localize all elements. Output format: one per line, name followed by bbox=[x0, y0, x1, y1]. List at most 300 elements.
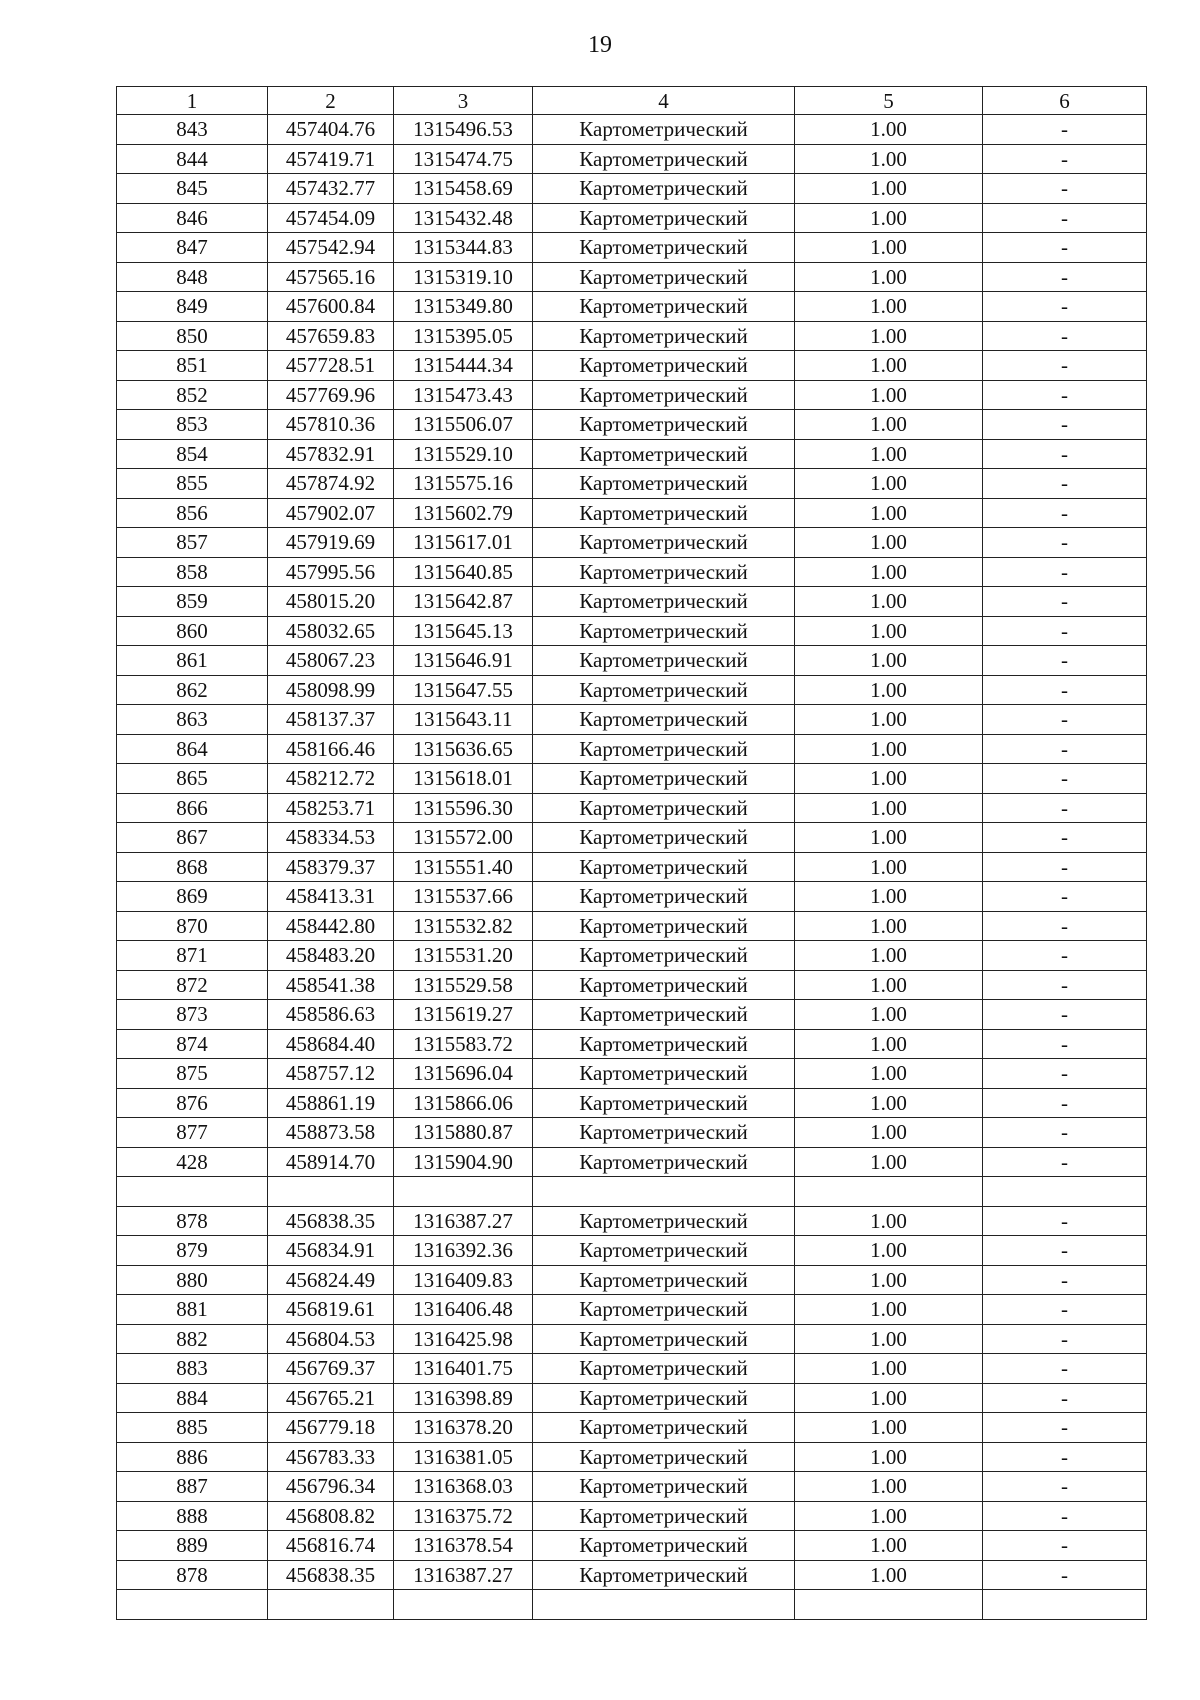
cell-accuracy: 1.00 bbox=[795, 233, 983, 263]
cell-coordinate-y bbox=[394, 1177, 533, 1207]
cell-coordinate-y: 1316387.27 bbox=[394, 1206, 533, 1236]
cell-coordinate-x: 456769.37 bbox=[268, 1354, 394, 1384]
cell-coordinate-x: 457565.16 bbox=[268, 262, 394, 292]
cell-point-number: 876 bbox=[117, 1088, 268, 1118]
table-row bbox=[117, 911, 1147, 941]
cell-description: - bbox=[983, 1501, 1147, 1531]
table-row bbox=[117, 115, 1147, 145]
table-row bbox=[117, 321, 1147, 351]
cell-coordinate-x: 457810.36 bbox=[268, 410, 394, 440]
cell-point-number: 875 bbox=[117, 1059, 268, 1089]
cell-point-number: 871 bbox=[117, 941, 268, 971]
cell-point-number: 867 bbox=[117, 823, 268, 853]
cell-method: Картометрический bbox=[533, 1265, 795, 1295]
cell-method: Картометрический bbox=[533, 174, 795, 204]
cell-method: Картометрический bbox=[533, 233, 795, 263]
table-row bbox=[117, 764, 1147, 794]
cell-coordinate-x: 457874.92 bbox=[268, 469, 394, 499]
cell-accuracy: 1.00 bbox=[795, 1560, 983, 1590]
cell-method: Картометрический bbox=[533, 1236, 795, 1266]
cell-accuracy: 1.00 bbox=[795, 115, 983, 145]
cell-accuracy: 1.00 bbox=[795, 1472, 983, 1502]
table-row bbox=[117, 174, 1147, 204]
cell-method: Картометрический bbox=[533, 734, 795, 764]
cell-coordinate-y: 1315529.10 bbox=[394, 439, 533, 469]
cell-point-number: 888 bbox=[117, 1501, 268, 1531]
cell-point-number: 848 bbox=[117, 262, 268, 292]
table-row bbox=[117, 1472, 1147, 1502]
cell-accuracy: 1.00 bbox=[795, 882, 983, 912]
cell-coordinate-x: 457832.91 bbox=[268, 439, 394, 469]
cell-accuracy: 1.00 bbox=[795, 498, 983, 528]
cell-coordinate-y bbox=[394, 1590, 533, 1620]
cell-description: - bbox=[983, 1413, 1147, 1443]
cell-coordinate-y: 1315643.11 bbox=[394, 705, 533, 735]
cell-description: - bbox=[983, 882, 1147, 912]
cell-point-number: 850 bbox=[117, 321, 268, 351]
cell-description: - bbox=[983, 1354, 1147, 1384]
cell-description: - bbox=[983, 734, 1147, 764]
cell-method: Картометрический bbox=[533, 528, 795, 558]
cell-accuracy: 1.00 bbox=[795, 616, 983, 646]
header-cell-1: 1 bbox=[117, 87, 268, 115]
cell-coordinate-x: 457769.96 bbox=[268, 380, 394, 410]
cell-point-number: 866 bbox=[117, 793, 268, 823]
cell-coordinate-x: 458483.20 bbox=[268, 941, 394, 971]
cell-method: Картометрический bbox=[533, 262, 795, 292]
cell-accuracy: 1.00 bbox=[795, 1383, 983, 1413]
header-row bbox=[117, 87, 1147, 115]
cell-description bbox=[983, 1177, 1147, 1207]
table-row bbox=[117, 1206, 1147, 1236]
cell-coordinate-y: 1315572.00 bbox=[394, 823, 533, 853]
cell-coordinate-y: 1316398.89 bbox=[394, 1383, 533, 1413]
cell-description: - bbox=[983, 439, 1147, 469]
header-cell-3: 3 bbox=[394, 87, 533, 115]
cell-method: Картометрический bbox=[533, 911, 795, 941]
cell-coordinate-x: 458586.63 bbox=[268, 1000, 394, 1030]
cell-coordinate-y: 1315395.05 bbox=[394, 321, 533, 351]
table-row bbox=[117, 1000, 1147, 1030]
cell-description: - bbox=[983, 1560, 1147, 1590]
cell-coordinate-x: 456838.35 bbox=[268, 1560, 394, 1590]
cell-accuracy bbox=[795, 1590, 983, 1620]
cell-method: Картометрический bbox=[533, 410, 795, 440]
table-row bbox=[117, 410, 1147, 440]
table-row bbox=[117, 705, 1147, 735]
cell-coordinate-y: 1316378.20 bbox=[394, 1413, 533, 1443]
cell-method: Картометрический bbox=[533, 380, 795, 410]
cell-coordinate-y: 1316401.75 bbox=[394, 1354, 533, 1384]
cell-coordinate-x: 457728.51 bbox=[268, 351, 394, 381]
cell-coordinate-x: 458334.53 bbox=[268, 823, 394, 853]
cell-coordinate-x: 456804.53 bbox=[268, 1324, 394, 1354]
cell-coordinate-y: 1316387.27 bbox=[394, 1560, 533, 1590]
cell-accuracy: 1.00 bbox=[795, 1265, 983, 1295]
cell-coordinate-x: 458914.70 bbox=[268, 1147, 394, 1177]
table-row bbox=[117, 203, 1147, 233]
cell-description: - bbox=[983, 587, 1147, 617]
cell-coordinate-x: 458015.20 bbox=[268, 587, 394, 617]
cell-coordinate-x: 456819.61 bbox=[268, 1295, 394, 1325]
cell-coordinate-y: 1315496.53 bbox=[394, 115, 533, 145]
table-row bbox=[117, 528, 1147, 558]
cell-coordinate-x: 457404.76 bbox=[268, 115, 394, 145]
cell-accuracy: 1.00 bbox=[795, 1147, 983, 1177]
cell-coordinate-x bbox=[268, 1177, 394, 1207]
cell-coordinate-y: 1316425.98 bbox=[394, 1324, 533, 1354]
cell-point-number: 872 bbox=[117, 970, 268, 1000]
cell-accuracy: 1.00 bbox=[795, 823, 983, 853]
cell-accuracy: 1.00 bbox=[795, 1442, 983, 1472]
cell-description bbox=[983, 1590, 1147, 1620]
cell-coordinate-x: 458379.37 bbox=[268, 852, 394, 882]
cell-accuracy: 1.00 bbox=[795, 1000, 983, 1030]
table-row bbox=[117, 351, 1147, 381]
cell-method: Картометрический bbox=[533, 321, 795, 351]
cell-description: - bbox=[983, 292, 1147, 322]
table-body bbox=[117, 115, 1147, 1620]
header-cell-4: 4 bbox=[533, 87, 795, 115]
cell-point-number: 853 bbox=[117, 410, 268, 440]
cell-method: Картометрический bbox=[533, 1118, 795, 1148]
cell-description: - bbox=[983, 557, 1147, 587]
cell-coordinate-x: 458166.46 bbox=[268, 734, 394, 764]
cell-description: - bbox=[983, 1383, 1147, 1413]
cell-coordinate-x: 457919.69 bbox=[268, 528, 394, 558]
cell-point-number: 859 bbox=[117, 587, 268, 617]
cell-accuracy: 1.00 bbox=[795, 1088, 983, 1118]
header-cell-6: 6 bbox=[983, 87, 1147, 115]
cell-description: - bbox=[983, 498, 1147, 528]
cell-description: - bbox=[983, 410, 1147, 440]
cell-accuracy: 1.00 bbox=[795, 1354, 983, 1384]
cell-method: Картометрический bbox=[533, 1147, 795, 1177]
table-row bbox=[117, 1118, 1147, 1148]
cell-method: Картометрический bbox=[533, 115, 795, 145]
cell-accuracy: 1.00 bbox=[795, 1206, 983, 1236]
cell-point-number: 885 bbox=[117, 1413, 268, 1443]
table-row bbox=[117, 380, 1147, 410]
cell-description: - bbox=[983, 823, 1147, 853]
cell-point-number: 865 bbox=[117, 764, 268, 794]
cell-description: - bbox=[983, 321, 1147, 351]
cell-accuracy: 1.00 bbox=[795, 203, 983, 233]
cell-point-number: 862 bbox=[117, 675, 268, 705]
cell-description: - bbox=[983, 675, 1147, 705]
cell-coordinate-x: 456783.33 bbox=[268, 1442, 394, 1472]
cell-coordinate-y: 1316368.03 bbox=[394, 1472, 533, 1502]
cell-description: - bbox=[983, 528, 1147, 558]
table-row bbox=[117, 557, 1147, 587]
cell-method bbox=[533, 1590, 795, 1620]
cell-point-number: 847 bbox=[117, 233, 268, 263]
table-row bbox=[117, 1177, 1147, 1207]
cell-method: Картометрический bbox=[533, 498, 795, 528]
cell-accuracy: 1.00 bbox=[795, 1531, 983, 1561]
cell-description: - bbox=[983, 1088, 1147, 1118]
table-row bbox=[117, 646, 1147, 676]
cell-description: - bbox=[983, 174, 1147, 204]
cell-accuracy: 1.00 bbox=[795, 587, 983, 617]
cell-accuracy: 1.00 bbox=[795, 174, 983, 204]
table-row bbox=[117, 1295, 1147, 1325]
table-row bbox=[117, 1442, 1147, 1472]
table-row bbox=[117, 882, 1147, 912]
cell-point-number: 428 bbox=[117, 1147, 268, 1177]
cell-description: - bbox=[983, 616, 1147, 646]
cell-description: - bbox=[983, 1059, 1147, 1089]
header-cell-5: 5 bbox=[795, 87, 983, 115]
cell-method: Картометрический bbox=[533, 1059, 795, 1089]
cell-point-number: 887 bbox=[117, 1472, 268, 1502]
cell-point-number: 860 bbox=[117, 616, 268, 646]
cell-method: Картометрический bbox=[533, 1442, 795, 1472]
cell-method: Картометрический bbox=[533, 764, 795, 794]
cell-description: - bbox=[983, 144, 1147, 174]
cell-coordinate-y: 1315319.10 bbox=[394, 262, 533, 292]
cell-coordinate-x: 457454.09 bbox=[268, 203, 394, 233]
cell-description: - bbox=[983, 1000, 1147, 1030]
cell-coordinate-y: 1316381.05 bbox=[394, 1442, 533, 1472]
cell-point-number: 868 bbox=[117, 852, 268, 882]
cell-coordinate-x: 458098.99 bbox=[268, 675, 394, 705]
cell-coordinate-y: 1315866.06 bbox=[394, 1088, 533, 1118]
cell-point-number: 844 bbox=[117, 144, 268, 174]
cell-method: Картометрический bbox=[533, 1472, 795, 1502]
cell-accuracy: 1.00 bbox=[795, 380, 983, 410]
cell-method: Картометрический bbox=[533, 1295, 795, 1325]
cell-description: - bbox=[983, 115, 1147, 145]
table-row bbox=[117, 852, 1147, 882]
cell-point-number: 849 bbox=[117, 292, 268, 322]
cell-description: - bbox=[983, 1029, 1147, 1059]
cell-coordinate-y: 1315636.65 bbox=[394, 734, 533, 764]
cell-accuracy: 1.00 bbox=[795, 1236, 983, 1266]
cell-point-number: 863 bbox=[117, 705, 268, 735]
cell-point-number: 852 bbox=[117, 380, 268, 410]
cell-method: Картометрический bbox=[533, 1413, 795, 1443]
cell-coordinate-x: 458253.71 bbox=[268, 793, 394, 823]
cell-accuracy: 1.00 bbox=[795, 557, 983, 587]
cell-coordinate-x: 457542.94 bbox=[268, 233, 394, 263]
cell-point-number: 874 bbox=[117, 1029, 268, 1059]
table-header bbox=[117, 87, 1147, 115]
cell-description: - bbox=[983, 646, 1147, 676]
table-row bbox=[117, 1059, 1147, 1089]
cell-point-number: 864 bbox=[117, 734, 268, 764]
cell-method: Картометрический bbox=[533, 646, 795, 676]
cell-coordinate-y: 1315506.07 bbox=[394, 410, 533, 440]
cell-method: Картометрический bbox=[533, 1560, 795, 1590]
cell-coordinate-y: 1316406.48 bbox=[394, 1295, 533, 1325]
cell-coordinate-x: 458873.58 bbox=[268, 1118, 394, 1148]
cell-coordinate-x: 456838.35 bbox=[268, 1206, 394, 1236]
cell-coordinate-y: 1316378.54 bbox=[394, 1531, 533, 1561]
cell-accuracy: 1.00 bbox=[795, 1059, 983, 1089]
cell-method: Картометрический bbox=[533, 1029, 795, 1059]
cell-method: Картометрический bbox=[533, 1501, 795, 1531]
cell-accuracy: 1.00 bbox=[795, 793, 983, 823]
cell-point-number: 845 bbox=[117, 174, 268, 204]
cell-coordinate-y: 1315617.01 bbox=[394, 528, 533, 558]
cell-description: - bbox=[983, 1295, 1147, 1325]
cell-method: Картометрический bbox=[533, 557, 795, 587]
cell-coordinate-x: 458541.38 bbox=[268, 970, 394, 1000]
cell-accuracy: 1.00 bbox=[795, 262, 983, 292]
table-row bbox=[117, 587, 1147, 617]
header-cell-2: 2 bbox=[268, 87, 394, 115]
cell-point-number: 869 bbox=[117, 882, 268, 912]
cell-accuracy: 1.00 bbox=[795, 528, 983, 558]
cell-description: - bbox=[983, 764, 1147, 794]
cell-point-number: 882 bbox=[117, 1324, 268, 1354]
cell-description: - bbox=[983, 1236, 1147, 1266]
cell-coordinate-y: 1315551.40 bbox=[394, 852, 533, 882]
cell-point-number: 843 bbox=[117, 115, 268, 145]
cell-coordinate-x: 457659.83 bbox=[268, 321, 394, 351]
table-row bbox=[117, 1088, 1147, 1118]
cell-point-number: 879 bbox=[117, 1236, 268, 1266]
table-row bbox=[117, 793, 1147, 823]
cell-coordinate-x: 458413.31 bbox=[268, 882, 394, 912]
cell-description: - bbox=[983, 705, 1147, 735]
cell-accuracy: 1.00 bbox=[795, 439, 983, 469]
cell-method: Картометрический bbox=[533, 203, 795, 233]
cell-accuracy: 1.00 bbox=[795, 675, 983, 705]
table-row bbox=[117, 734, 1147, 764]
cell-description: - bbox=[983, 793, 1147, 823]
cell-coordinate-y: 1315647.55 bbox=[394, 675, 533, 705]
cell-method: Картометрический bbox=[533, 941, 795, 971]
cell-coordinate-x: 458757.12 bbox=[268, 1059, 394, 1089]
cell-point-number bbox=[117, 1590, 268, 1620]
cell-method bbox=[533, 1177, 795, 1207]
cell-accuracy: 1.00 bbox=[795, 292, 983, 322]
cell-point-number: 881 bbox=[117, 1295, 268, 1325]
cell-accuracy: 1.00 bbox=[795, 911, 983, 941]
cell-coordinate-y: 1315575.16 bbox=[394, 469, 533, 499]
cell-coordinate-y: 1315640.85 bbox=[394, 557, 533, 587]
table-row bbox=[117, 1501, 1147, 1531]
cell-coordinate-x: 457600.84 bbox=[268, 292, 394, 322]
cell-method: Картометрический bbox=[533, 1000, 795, 1030]
cell-method: Картометрический bbox=[533, 852, 795, 882]
cell-accuracy: 1.00 bbox=[795, 144, 983, 174]
cell-point-number: 878 bbox=[117, 1206, 268, 1236]
cell-description: - bbox=[983, 1442, 1147, 1472]
cell-coordinate-y: 1316392.36 bbox=[394, 1236, 533, 1266]
cell-coordinate-x: 458067.23 bbox=[268, 646, 394, 676]
cell-coordinate-y: 1316375.72 bbox=[394, 1501, 533, 1531]
cell-accuracy: 1.00 bbox=[795, 351, 983, 381]
cell-coordinate-y: 1315532.82 bbox=[394, 911, 533, 941]
cell-point-number: 858 bbox=[117, 557, 268, 587]
cell-point-number: 884 bbox=[117, 1383, 268, 1413]
cell-point-number bbox=[117, 1177, 268, 1207]
cell-method: Картометрический bbox=[533, 587, 795, 617]
cell-method: Картометрический bbox=[533, 675, 795, 705]
cell-description: - bbox=[983, 1531, 1147, 1561]
cell-description: - bbox=[983, 1265, 1147, 1295]
page-number: 19 bbox=[588, 32, 612, 58]
cell-description: - bbox=[983, 941, 1147, 971]
cell-description: - bbox=[983, 380, 1147, 410]
cell-accuracy: 1.00 bbox=[795, 970, 983, 1000]
cell-coordinate-x: 457419.71 bbox=[268, 144, 394, 174]
cell-method: Картометрический bbox=[533, 970, 795, 1000]
cell-coordinate-x: 456765.21 bbox=[268, 1383, 394, 1413]
cell-description: - bbox=[983, 469, 1147, 499]
cell-coordinate-y: 1315473.43 bbox=[394, 380, 533, 410]
cell-method: Картометрический bbox=[533, 1383, 795, 1413]
cell-coordinate-x: 456834.91 bbox=[268, 1236, 394, 1266]
cell-coordinate-y: 1315458.69 bbox=[394, 174, 533, 204]
cell-description: - bbox=[983, 1206, 1147, 1236]
cell-coordinate-y: 1315432.48 bbox=[394, 203, 533, 233]
cell-accuracy bbox=[795, 1177, 983, 1207]
cell-point-number: 854 bbox=[117, 439, 268, 469]
table-row bbox=[117, 439, 1147, 469]
cell-description: - bbox=[983, 233, 1147, 263]
cell-coordinate-x: 456816.74 bbox=[268, 1531, 394, 1561]
cell-accuracy: 1.00 bbox=[795, 1413, 983, 1443]
cell-method: Картометрический bbox=[533, 439, 795, 469]
cell-point-number: 878 bbox=[117, 1560, 268, 1590]
cell-method: Картометрический bbox=[533, 144, 795, 174]
cell-point-number: 870 bbox=[117, 911, 268, 941]
table-row bbox=[117, 1029, 1147, 1059]
cell-accuracy: 1.00 bbox=[795, 410, 983, 440]
cell-coordinate-x: 458684.40 bbox=[268, 1029, 394, 1059]
cell-method: Картометрический bbox=[533, 705, 795, 735]
cell-accuracy: 1.00 bbox=[795, 764, 983, 794]
cell-description: - bbox=[983, 911, 1147, 941]
cell-accuracy: 1.00 bbox=[795, 469, 983, 499]
table-row bbox=[117, 233, 1147, 263]
table-row bbox=[117, 1354, 1147, 1384]
cell-point-number: 886 bbox=[117, 1442, 268, 1472]
cell-coordinate-x: 457902.07 bbox=[268, 498, 394, 528]
table-row bbox=[117, 823, 1147, 853]
cell-coordinate-y: 1315529.58 bbox=[394, 970, 533, 1000]
cell-accuracy: 1.00 bbox=[795, 1118, 983, 1148]
cell-method: Картометрический bbox=[533, 351, 795, 381]
cell-coordinate-y: 1315531.20 bbox=[394, 941, 533, 971]
table-row bbox=[117, 1413, 1147, 1443]
cell-coordinate-y: 1315619.27 bbox=[394, 1000, 533, 1030]
cell-point-number: 855 bbox=[117, 469, 268, 499]
cell-coordinate-y: 1315596.30 bbox=[394, 793, 533, 823]
cell-point-number: 857 bbox=[117, 528, 268, 558]
cell-point-number: 861 bbox=[117, 646, 268, 676]
cell-method: Картометрический bbox=[533, 1354, 795, 1384]
table-row bbox=[117, 1265, 1147, 1295]
cell-point-number: 851 bbox=[117, 351, 268, 381]
table-row bbox=[117, 498, 1147, 528]
cell-coordinate-y: 1315904.90 bbox=[394, 1147, 533, 1177]
cell-accuracy: 1.00 bbox=[795, 705, 983, 735]
cell-method: Картометрический bbox=[533, 1206, 795, 1236]
cell-coordinate-x: 456779.18 bbox=[268, 1413, 394, 1443]
cell-method: Картометрический bbox=[533, 1088, 795, 1118]
table-row bbox=[117, 144, 1147, 174]
cell-accuracy: 1.00 bbox=[795, 1324, 983, 1354]
cell-coordinate-y: 1315618.01 bbox=[394, 764, 533, 794]
table-row bbox=[117, 675, 1147, 705]
cell-accuracy: 1.00 bbox=[795, 852, 983, 882]
cell-coordinate-y: 1315696.04 bbox=[394, 1059, 533, 1089]
